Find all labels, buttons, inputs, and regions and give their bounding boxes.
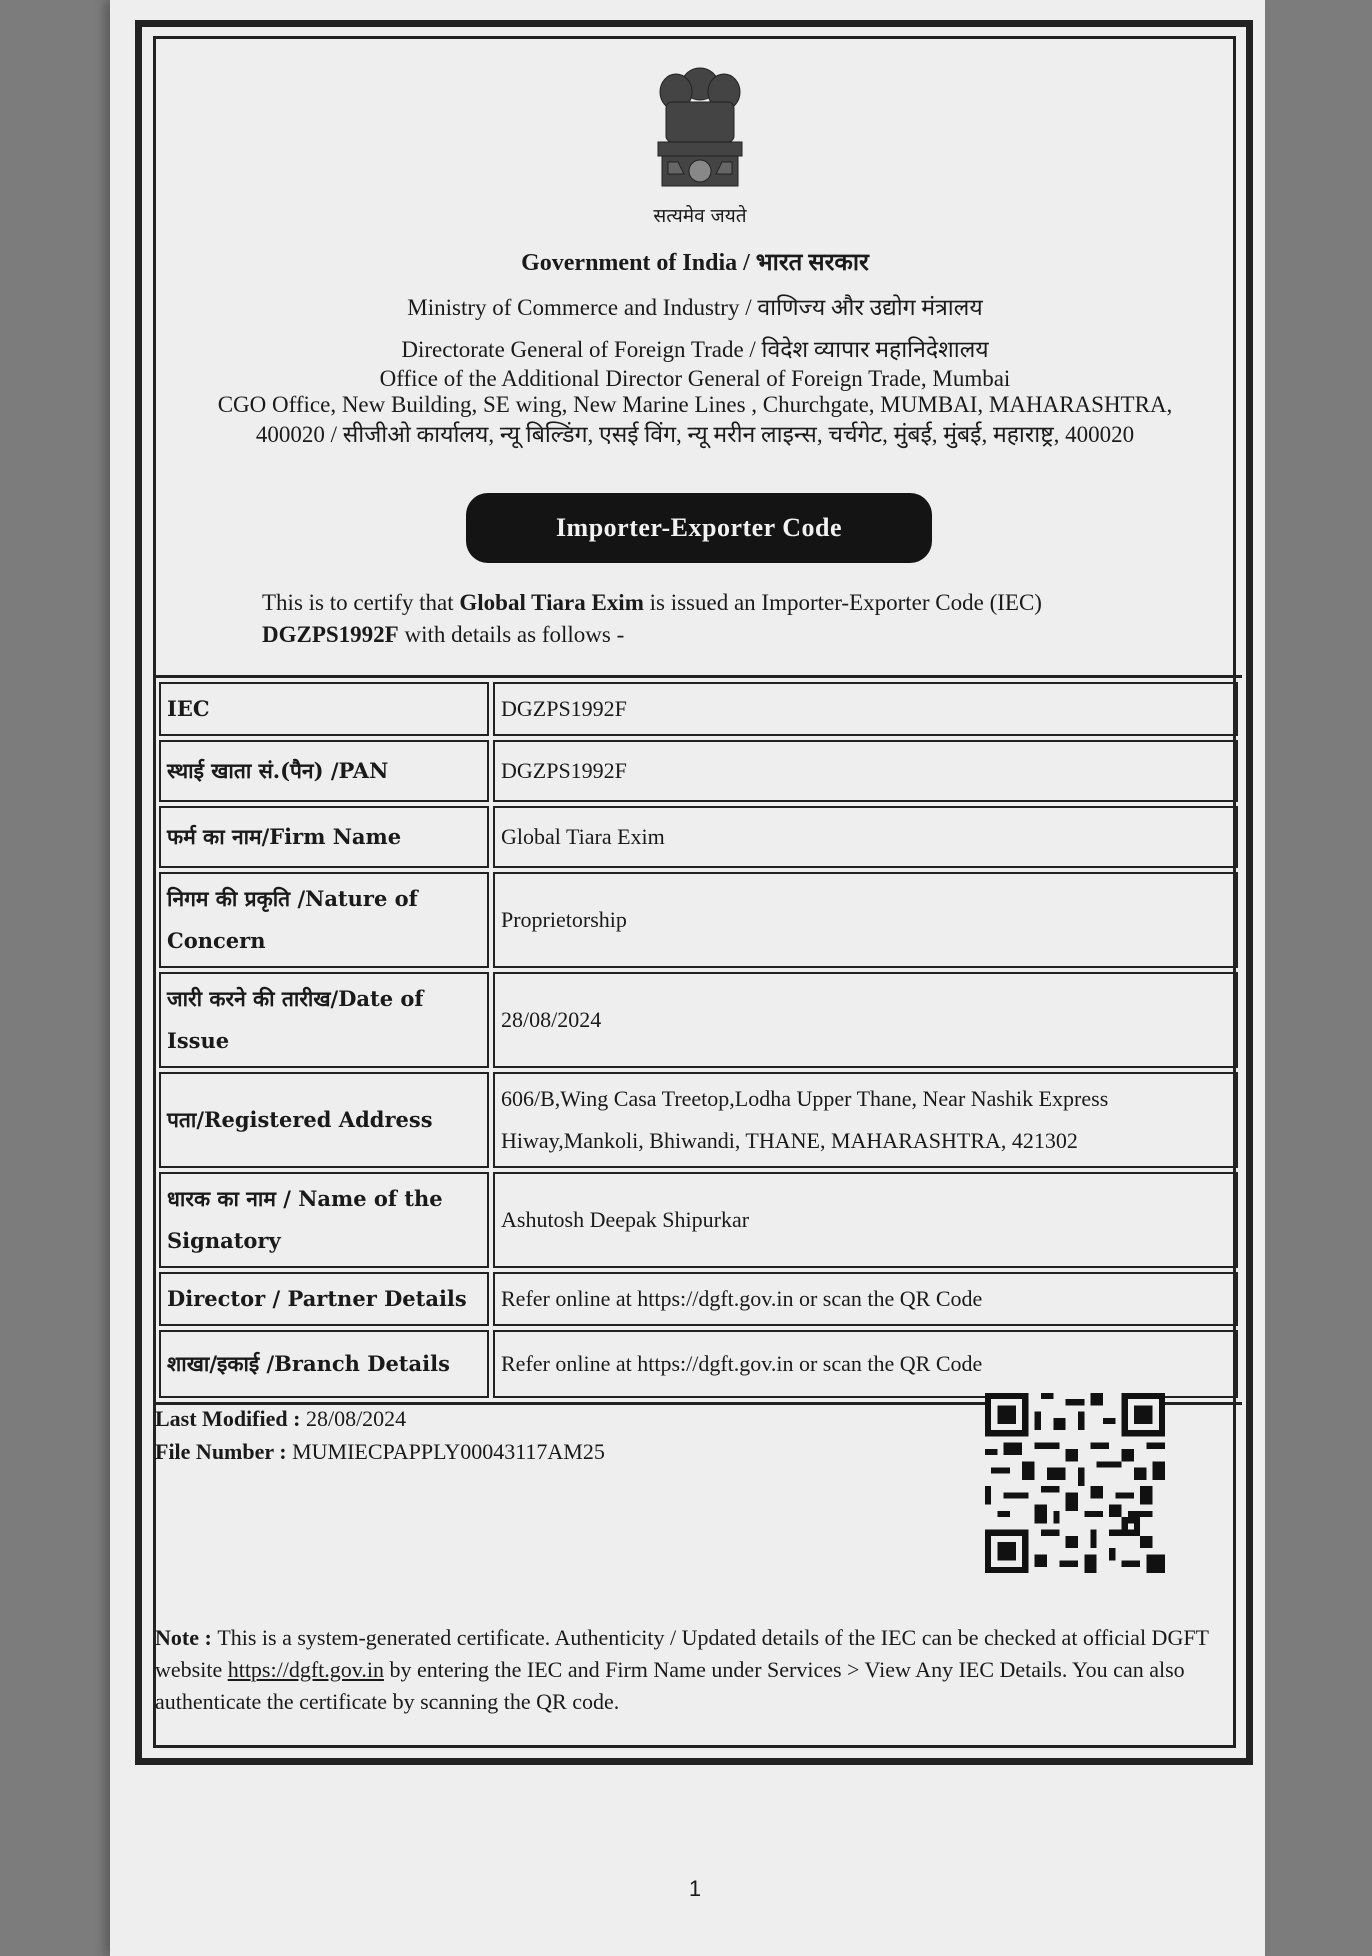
table-row [159, 1072, 1238, 1168]
row-label: फर्म का नाम/Firm Name [159, 806, 489, 868]
qr-code-icon[interactable] [985, 1393, 1165, 1573]
address-line-1: CGO Office, New Building, SE wing, New Marine Lines , Churchgate, MUMBAI, MAHARASHTRA, [217, 392, 1173, 417]
government-heading: Government of India / भारत सरकार [521, 250, 869, 276]
office-address [170, 390, 1220, 450]
row-label: Director / Partner Details [159, 1272, 489, 1326]
note-label: Note : [155, 1625, 218, 1650]
row-value: Refer online at https://dgft.gov.in or scan the QR Code [493, 1330, 1238, 1398]
table-row [159, 1172, 1238, 1268]
table-row [159, 682, 1238, 736]
row-label: जारी करने की तारीख/Date of Issue [159, 972, 489, 1068]
emblem-motto: सत्यमेव जयते [653, 205, 747, 227]
table-row [159, 1272, 1238, 1326]
file-number: File Number : MUMIECPAPPLY00043117AM25 [155, 1439, 605, 1464]
row-value: Ashutosh Deepak Shipurkar [493, 1172, 1238, 1268]
directorate-heading: Directorate General of Foreign Trade / विदेश व्यापार महानिदेशालय [401, 337, 989, 362]
certification-statement: This is to certify that Global Tiara Exim is issued an Importer-Exporter Code (IEC) DGZPS1992F with details as follows - [262, 590, 1042, 647]
row-value: 606/B,Wing Casa Treetop,Lodha Upper Thane, Near Nashik Express Hiway,Mankoli, Bhiwandi, THANE, MAHARASHTRA, 421302 [493, 1072, 1238, 1168]
dgft-website-link[interactable]: https://dgft.gov.in [227, 1657, 384, 1682]
details-table [155, 675, 1242, 1405]
table-row [159, 872, 1238, 968]
page-number: 1 [688, 1876, 702, 1901]
row-value: DGZPS1992F [493, 682, 1238, 736]
row-value: Refer online at https://dgft.gov.in or scan the QR Code [493, 1272, 1238, 1326]
office-heading: Office of the Additional Director General of Foreign Trade, Mumbai [379, 366, 1011, 391]
row-label: पता/Registered Address [159, 1072, 489, 1168]
last-modified: Last Modified : 28/08/2024 [155, 1406, 407, 1431]
row-value: DGZPS1992F [493, 740, 1238, 802]
row-label: निगम की प्रकृति /Nature of Concern [159, 872, 489, 968]
note-section: Note : This is a system-generated certificate. Authenticity / Updated details of the IEC can be checked at official DGFT website https://dgft.gov.in by entering the IEC and Firm Name under Services > View Any IEC Details. You can also authenticate the certificate by scanning the QR code. [155, 1625, 1209, 1714]
row-label: स्थाई खाता सं.(पैन) /PAN [159, 740, 489, 802]
national-emblem-icon [640, 62, 760, 202]
document-title: Importer-Exporter Code [466, 493, 932, 563]
table-row [159, 740, 1238, 802]
iec-code: DGZPS1992F [262, 622, 399, 647]
table-row [159, 1330, 1238, 1398]
row-label: शाखा/इकाई /Branch Details [159, 1330, 489, 1398]
address-line-2: 400020 / सीजीओ कार्यालय, न्यू बिल्डिंग, एसई विंग, न्यू मरीन लाइन्स, चर्चगेट, मुंबई, मुंबई, महाराष्ट्र, 400020 [255, 422, 1135, 447]
row-value: Proprietorship [493, 872, 1238, 968]
row-value: Global Tiara Exim [493, 806, 1238, 868]
row-label: धारक का नाम / Name of the Signatory [159, 1172, 489, 1268]
row-value: 28/08/2024 [493, 972, 1238, 1068]
ministry-heading: Ministry of Commerce and Industry / वाणिज्य और उद्योग मंत्रालय [407, 295, 983, 320]
row-label: IEC [159, 682, 489, 736]
table-row [159, 972, 1238, 1068]
record-meta [155, 1402, 605, 1468]
table-row [159, 806, 1238, 868]
firm-name: Global Tiara Exim [459, 590, 644, 615]
